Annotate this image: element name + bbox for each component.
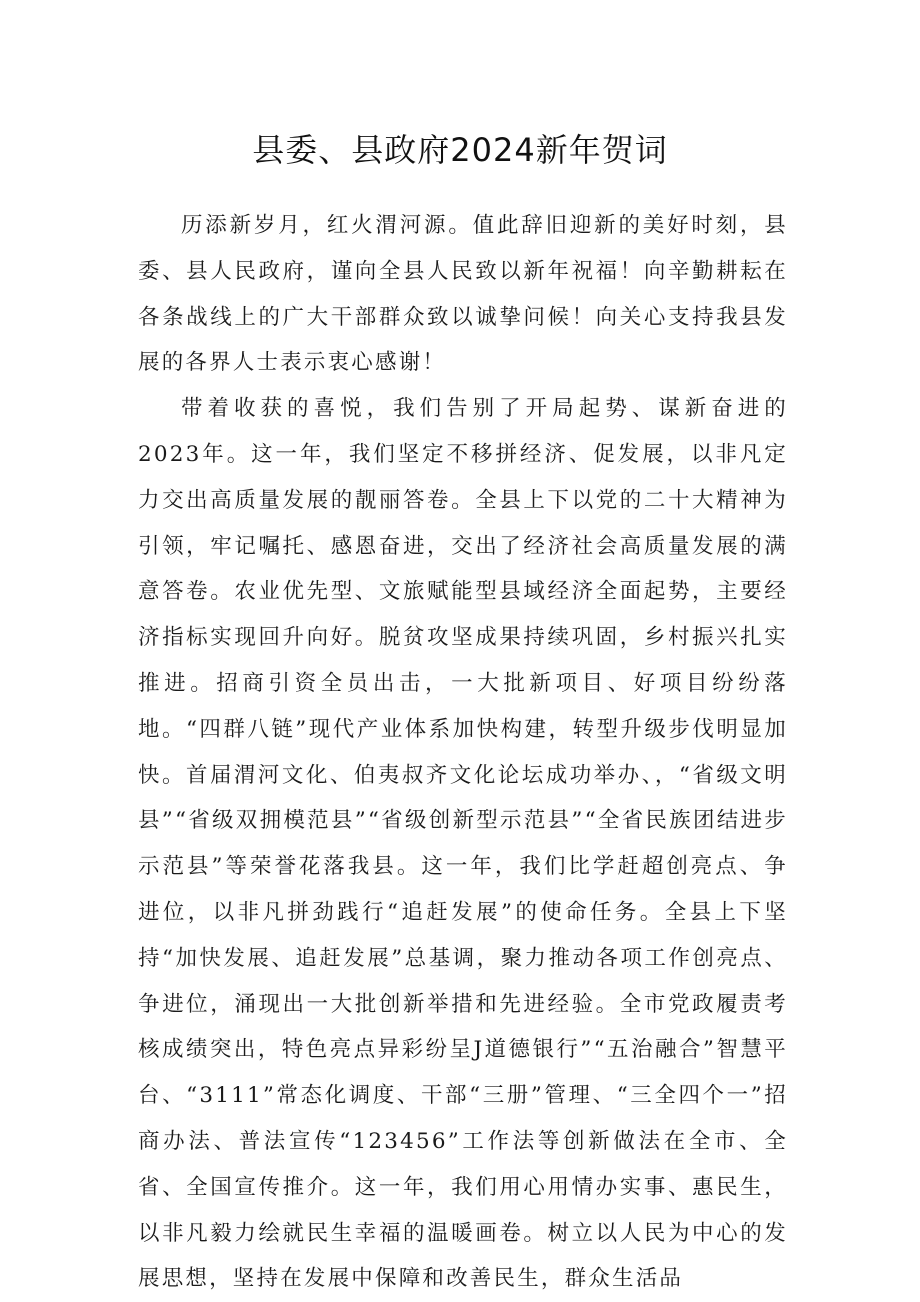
document-title: 县委、县政府2024新年贺词 — [252, 131, 668, 169]
paragraph-review-2023: 带着收获的喜悦，我们告别了开局起势、谋新奋进的2023年。这一年，我们坚定不移拼经济、促发展，以非凡定力交出高质量发展的靓丽答卷。全县上下以党的二十大精神为引领，牢记嘱托、感恩奋进，交出了经济社会高质量发展的满意答卷。农业优先型、文旅赋能型县域经济全面起势，主要经济指标实现回升向好。脱贫攻坚成果持续巩固，乡村振兴扎实推进。招商引资全员出击，一大批新项目、好项目纷纷落地。“四群八链”现代产业体系加快构建，转型升级步伐明显加快。首届渭河文化、伯夷叔齐文化论坛成功举办、，“省级文明县”“省级双拥模范县”“省级创新型示范县”“全省民族团结进步示范县”等荣誉花落我县。这一年，我们比学赶超创亮点、争进位，以非凡拼劲践行“追赶发展”的使命任务。全县上下坚持“加快发展、追赶发展”总基调，聚力推动各项工作创亮点、争进位，涌现出一大批创新举措和先进经验。全市党政履责考核成绩突出，特色亮点异彩纷呈J道德银行”“五治融合”智慧平台、“3111”常态化调度、干部“三册”管理、“三全四个一”招商办法、普法宣传“123456”工作法等创新做法在全市、全省、全国宣传推介。这一年，我们用心用情办实事、惠民生，以非凡毅力绘就民生幸福的温暖画卷。树立以人民为中心的发展思想，坚持在发展中保障和改善民生，群众生活品 — [138, 396, 788, 1292]
document-body — [138, 203, 788, 1302]
paragraph-greeting: 历添新岁月，红火渭河源。值此辞旧迎新的美好时刻，县委、县人民政府，谨向全县人民致以新年祝福！向辛勤耕耘在各条战线上的广大干部群众致以诚挚问候！向关心支持我县发展的各界人士表示衷心感谢！ — [138, 213, 788, 376]
